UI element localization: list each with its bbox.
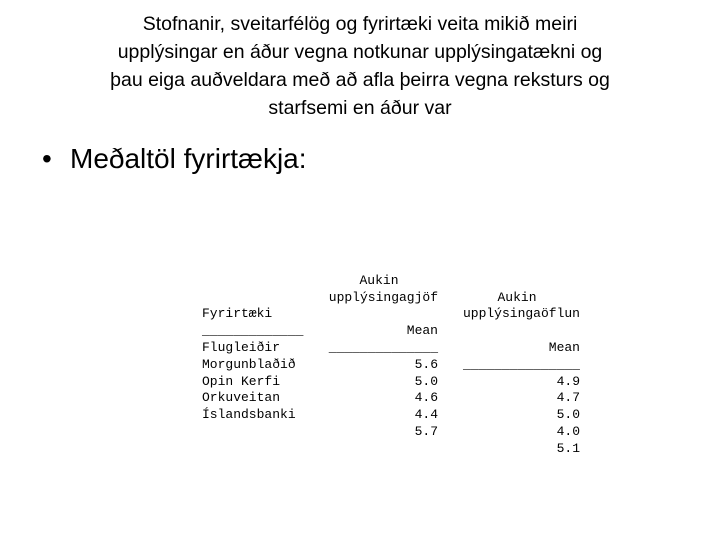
bullet-item — [42, 142, 307, 176]
gjof-mean: 5.0 — [414, 373, 438, 389]
company-name: Opin Kerfi — [202, 373, 281, 389]
oflun-mean: 5.1 — [556, 440, 580, 456]
col0-header: Fyrirtæki — [202, 306, 273, 322]
oflun-mean: 4.0 — [556, 423, 580, 439]
col1-header-mean: Mean — [406, 323, 438, 339]
col2-rule: _______________ — [462, 356, 580, 372]
title-line: Stofnanir, sveitarfélög og fyrirtæki veita mikið meiri — [142, 13, 578, 35]
bullet-marker: • — [42, 143, 52, 174]
slide-title — [20, 10, 700, 122]
means-table — [202, 256, 580, 456]
gjof-mean: 4.6 — [414, 390, 438, 406]
bullet-text: Meðaltöl fyrirtækja: — [70, 143, 307, 174]
title-line: starfsemi en áður var — [268, 97, 452, 119]
col1-header-line1: Aukin — [359, 272, 399, 288]
gjof-mean: 5.6 — [414, 356, 438, 372]
company-name: Morgunblaðið — [202, 356, 296, 372]
oflun-mean: 4.9 — [556, 373, 580, 389]
gjof-mean: 4.4 — [414, 407, 438, 423]
title-line: upplýsingar en áður vegna notkunar upplýsingatækni og — [117, 41, 603, 63]
col2-header-line2: upplýsingaöflun — [462, 306, 580, 322]
col0-rule: _____________ — [202, 323, 304, 339]
col2-header-line1: Aukin — [497, 289, 537, 305]
col1-rule: ______________ — [328, 339, 438, 355]
company-name: Flugleiðir — [202, 339, 281, 355]
oflun-mean: 4.7 — [556, 390, 580, 406]
title-line: þau eiga auðveldara með að afla þeirra vegna reksturs og — [110, 69, 610, 91]
col2-header-mean: Mean — [548, 339, 580, 355]
company-name: Íslandsbanki — [202, 407, 296, 423]
gjof-mean: 5.7 — [414, 423, 438, 439]
col1-header-line2: upplýsingagjöf — [328, 289, 438, 305]
company-name: Orkuveitan — [202, 390, 281, 406]
oflun-mean: 5.0 — [556, 407, 580, 423]
